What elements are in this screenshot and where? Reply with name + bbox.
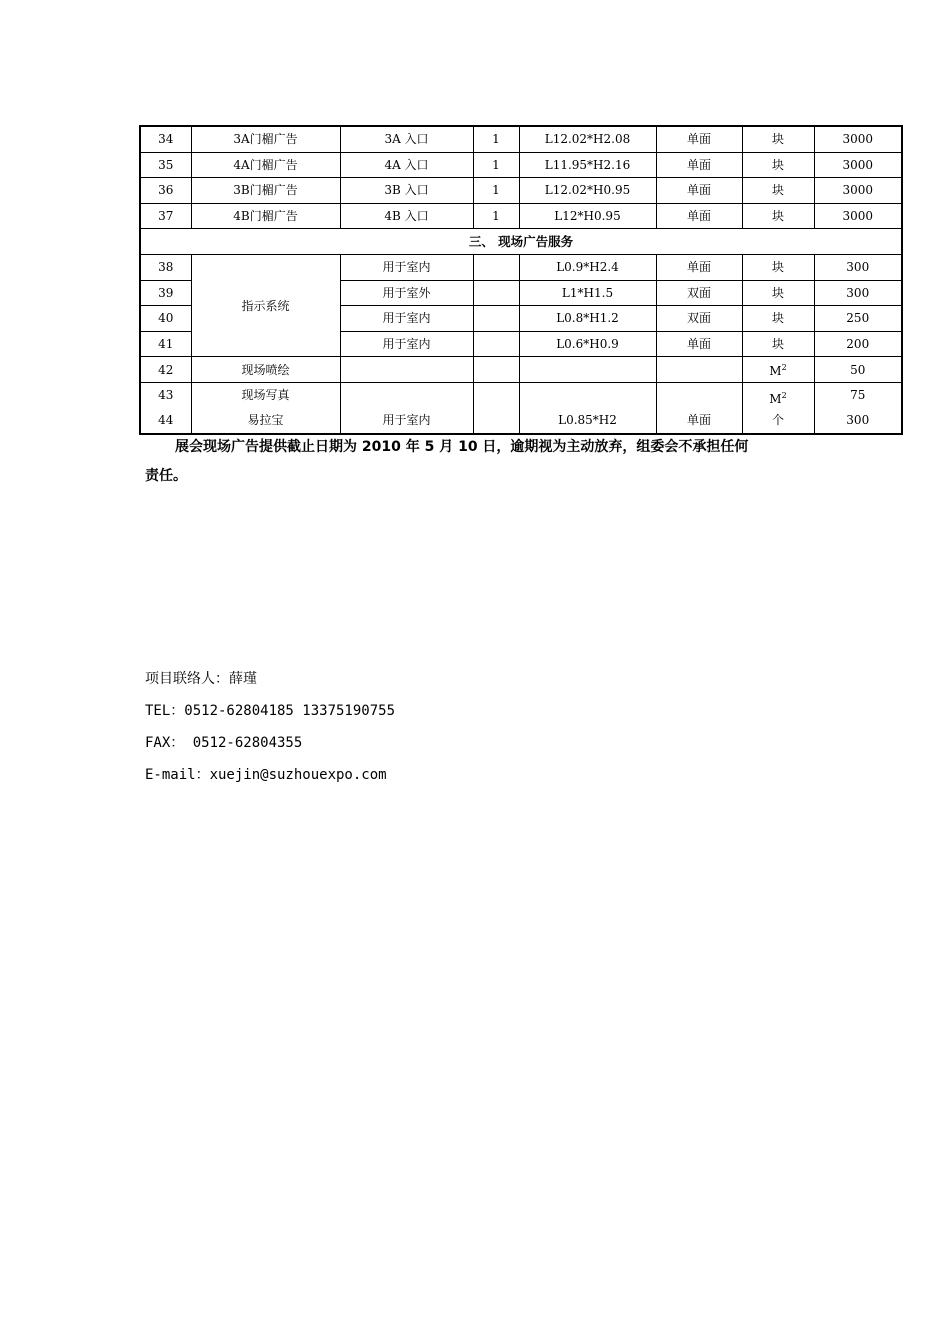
- cell-name-stack: [191, 382, 340, 434]
- unit-superscript: 2: [781, 363, 787, 373]
- contact-tel: TEL：0512-62804185 13375190755: [145, 703, 396, 719]
- cell-size: L0.85*H2: [558, 412, 617, 427]
- cell-side: 双面: [656, 306, 742, 332]
- cell-qty: [473, 254, 519, 280]
- cell-qty: [473, 306, 519, 332]
- cell-price-stack: [814, 382, 902, 434]
- cell-no: 42: [140, 357, 191, 383]
- cell-side: 双面: [656, 280, 742, 306]
- cell-side: 单面: [656, 331, 742, 357]
- cell-size: L0.9*H2.4: [519, 254, 656, 280]
- cell-no: 41: [140, 331, 191, 357]
- cell-qty: 1: [473, 178, 519, 204]
- cell-unit: 块: [742, 126, 814, 152]
- cell-name: 3A门楣广告: [191, 126, 340, 152]
- cell-no: 36: [140, 178, 191, 204]
- cell-no: 37: [140, 203, 191, 229]
- cell-qty: [473, 382, 519, 434]
- cell-unit: 块: [742, 280, 814, 306]
- cell-side: 单面: [656, 152, 742, 178]
- cell-size: L11.95*H2.16: [519, 152, 656, 178]
- cell-side: 单面: [656, 178, 742, 204]
- cell-size: L1*H1.5: [519, 280, 656, 306]
- cell-size: L0.8*H1.2: [519, 306, 656, 332]
- contact-fax: FAX： 0512-62804355: [145, 735, 303, 751]
- cell-unit: [742, 357, 814, 383]
- table-row-merged: [140, 382, 902, 434]
- cell-price: 300: [846, 412, 870, 427]
- section-header-row: [140, 229, 902, 255]
- unit-base: M: [769, 391, 782, 406]
- cell-name: 现场写真: [241, 387, 290, 402]
- cell-unit: [743, 383, 814, 408]
- cell-side-stack: [656, 382, 742, 434]
- cell-qty: 1: [473, 126, 519, 152]
- cell-price: 3000: [814, 126, 902, 152]
- cell-no: 38: [140, 254, 191, 280]
- cell-qty: [473, 331, 519, 357]
- cell-name: 4A门楣广告: [191, 152, 340, 178]
- cell-name: 易拉宝: [247, 412, 284, 427]
- cell-name: 4B门楣广告: [191, 203, 340, 229]
- cell-name: 现场喷绘: [191, 357, 340, 383]
- cell-size: L0.6*H0.9: [519, 331, 656, 357]
- table-row: [140, 178, 902, 204]
- cell-location: 用于室外: [340, 280, 473, 306]
- cell-qty: 1: [473, 152, 519, 178]
- cell-price: 300: [814, 280, 902, 306]
- cell-location-stack: [340, 382, 473, 434]
- cell-size: L12.02*H0.95: [519, 178, 656, 204]
- table-row: [140, 357, 902, 383]
- cell-unit: 块: [742, 152, 814, 178]
- table-row: [140, 203, 902, 229]
- cell-qty: [473, 280, 519, 306]
- cell-unit: 块: [742, 178, 814, 204]
- cell-unit: 块: [742, 331, 814, 357]
- cell-qty: [473, 357, 519, 383]
- contact-person: 项目联络人：薛瑾: [145, 671, 257, 687]
- cell-location: 4B 入口: [340, 203, 473, 229]
- cell-location: 用于室内: [340, 306, 473, 332]
- cell-no: 39: [140, 280, 191, 306]
- cell-unit: 块: [742, 306, 814, 332]
- cell-side: 单面: [656, 254, 742, 280]
- cell-location: 4A 入口: [340, 152, 473, 178]
- cell-unit: 块: [742, 254, 814, 280]
- unit-base: M: [769, 364, 782, 379]
- cell-no: 43: [158, 387, 174, 402]
- cell-unit: 个: [771, 412, 784, 427]
- cell-price: 3000: [814, 203, 902, 229]
- cell-unit: 块: [742, 203, 814, 229]
- cell-location: [340, 357, 473, 383]
- cell-unit-stack: [742, 382, 814, 434]
- section-title: 三、 现场广告服务: [140, 229, 902, 255]
- cell-size: L12*H0.95: [519, 203, 656, 229]
- cell-price: 3000: [814, 178, 902, 204]
- cell-name: 3B门楣广告: [191, 178, 340, 204]
- cell-size-stack: [519, 382, 656, 434]
- cell-side: 单面: [686, 412, 711, 427]
- deadline-note-line: 展会现场广告提供截止日期为 2010 年 5 月 10 日，逾期视为主动放弃，组委会不承担任何: [175, 439, 749, 455]
- unit-superscript: 2: [781, 390, 787, 400]
- cell-no: 34: [140, 126, 191, 152]
- cell-no: 35: [140, 152, 191, 178]
- deadline-note: [145, 433, 835, 491]
- cell-price: 50: [814, 357, 902, 383]
- cell-no-stack: [140, 382, 191, 434]
- cell-price: 3000: [814, 152, 902, 178]
- cell-price: 250: [814, 306, 902, 332]
- contact-email[interactable]: E-mail：xuejin@suzhouexpo.com: [145, 767, 387, 783]
- cell-price: 75: [850, 387, 866, 402]
- deadline-note-line: 责任。: [145, 468, 187, 484]
- cell-location: 3B 入口: [340, 178, 473, 204]
- cell-side: 单面: [656, 126, 742, 152]
- table-row: [140, 126, 902, 152]
- cell-location: 用于室内: [340, 331, 473, 357]
- table-row: [140, 254, 902, 280]
- cell-qty: 1: [473, 203, 519, 229]
- cell-side: 单面: [656, 203, 742, 229]
- cell-no: 44: [158, 412, 174, 427]
- cell-location: 3A 入口: [340, 126, 473, 152]
- table-row: [140, 152, 902, 178]
- cell-no: 40: [140, 306, 191, 332]
- cell-size: [519, 357, 656, 383]
- advertising-price-table: [139, 125, 903, 435]
- cell-location: 用于室内: [340, 254, 473, 280]
- cell-side: [656, 357, 742, 383]
- cell-price: 200: [814, 331, 902, 357]
- cell-location: 用于室内: [382, 412, 431, 427]
- cell-size: L12.02*H2.08: [519, 126, 656, 152]
- cell-price: 300: [814, 254, 902, 280]
- cell-name-signage: 指示系统: [191, 254, 340, 356]
